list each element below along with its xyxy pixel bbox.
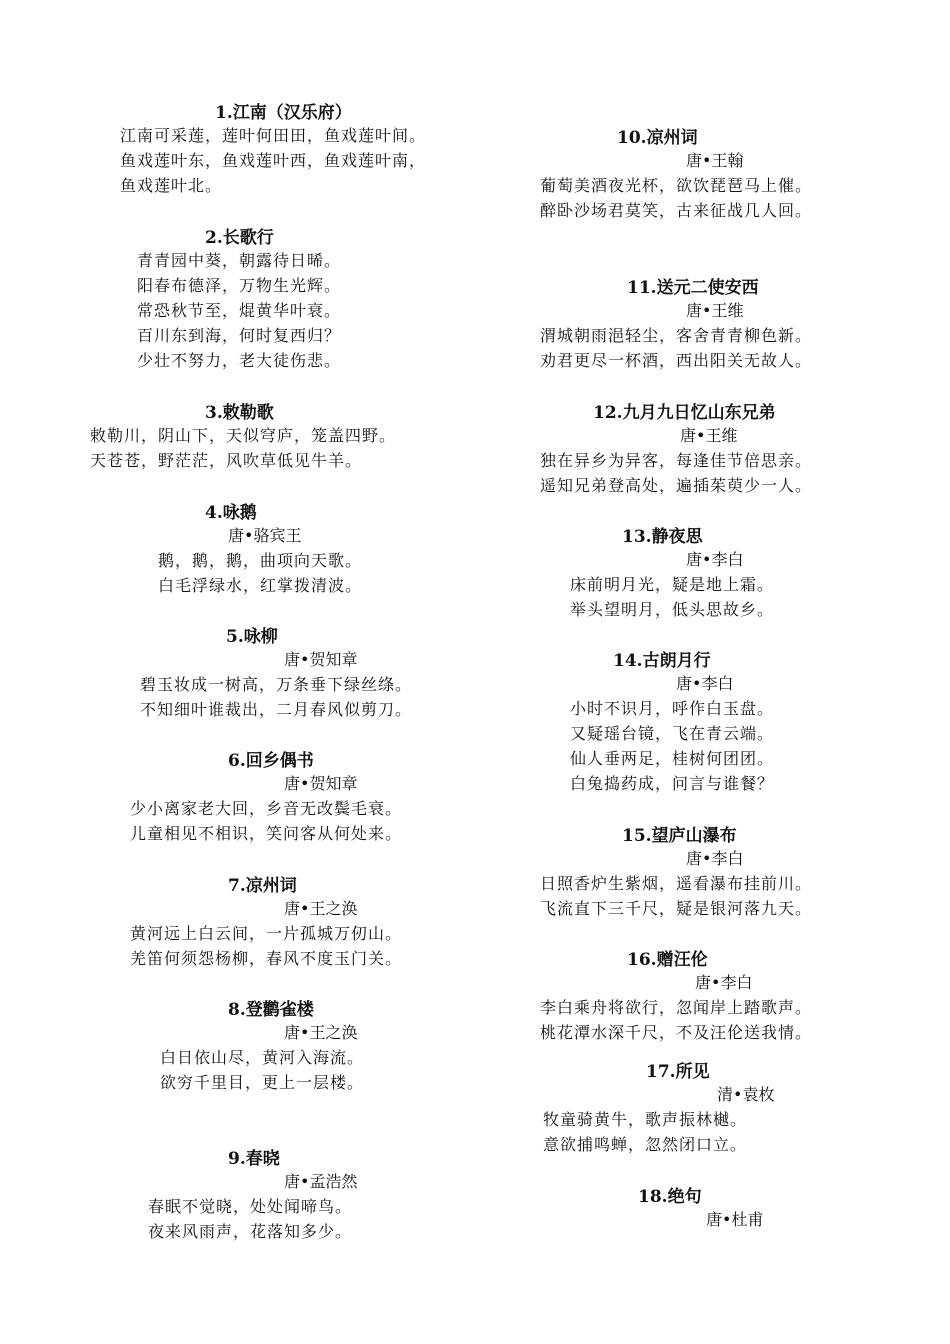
poem-line: 儿童相见不相识，笑问客从何处来。 bbox=[130, 824, 403, 843]
poem-line: 欲穷千里目，更上一层楼。 bbox=[160, 1073, 365, 1092]
poem-author: 唐•王维 bbox=[680, 426, 738, 445]
poem-author: 唐•李白 bbox=[686, 550, 744, 569]
poem-title: 5.咏柳 bbox=[226, 627, 278, 647]
poem-line: 少壮不努力，老大徒伤悲。 bbox=[137, 351, 342, 370]
poem-title: 1.江南（汉乐府） bbox=[215, 103, 352, 123]
poem-author: 唐•贺知章 bbox=[284, 774, 358, 793]
poem-author: 唐•李白 bbox=[686, 849, 744, 868]
poem-title: 4.咏鹅 bbox=[205, 503, 257, 523]
poem-line: 意欲捕鸣蝉，忽然闭口立。 bbox=[543, 1135, 748, 1154]
poem-line: 举头望明月，低头思故乡。 bbox=[570, 600, 775, 619]
poem-line: 不知细叶谁裁出，二月春风似剪刀。 bbox=[140, 700, 413, 719]
poem-line: 牧童骑黄牛，歌声振林樾。 bbox=[543, 1110, 748, 1129]
poem-line: 夜来风雨声，花落知多少。 bbox=[148, 1222, 353, 1241]
poem-line: 醉卧沙场君莫笑，古来征战几人回。 bbox=[540, 201, 813, 220]
poem-line: 百川东到海，何时复西归？ bbox=[137, 326, 342, 345]
poem-title: 15.望庐山瀑布 bbox=[622, 826, 737, 846]
poem-line: 鱼戏莲叶东，鱼戏莲叶西，鱼戏莲叶南， bbox=[120, 151, 427, 170]
poem-title: 17.所见 bbox=[646, 1062, 710, 1082]
poem-line: 黄河远上白云间，一片孤城万仞山。 bbox=[130, 924, 403, 943]
poem-title: 2.长歌行 bbox=[205, 228, 274, 248]
poem-line: 鱼戏莲叶北。 bbox=[120, 176, 223, 195]
poem-author: 唐•贺知章 bbox=[284, 650, 358, 669]
poem-line: 白日依山尽，黄河入海流。 bbox=[160, 1048, 365, 1067]
poem-line: 日照香炉生紫烟，遥看瀑布挂前川。 bbox=[540, 874, 813, 893]
poem-line: 春眠不觉晓，处处闻啼鸟。 bbox=[148, 1197, 353, 1216]
poem-line: 敕勒川，阴山下，天似穹庐，笼盖四野。 bbox=[90, 426, 397, 445]
poem-author: 唐•王维 bbox=[686, 301, 744, 320]
poem-title: 3.敕勒歌 bbox=[205, 403, 274, 423]
poem-line: 葡萄美酒夜光杯，欲饮琵琶马上催。 bbox=[540, 176, 813, 195]
poem-line: 天苍苍，野茫茫，风吹草低见牛羊。 bbox=[90, 451, 363, 470]
poem-line: 江南可采莲，莲叶何田田，鱼戏莲叶间。 bbox=[120, 126, 427, 145]
poem-line: 少小离家老大回，乡音无改鬓毛衰。 bbox=[130, 799, 403, 818]
poem-title: 10.凉州词 bbox=[617, 128, 698, 148]
poem-title: 14.古朗月行 bbox=[613, 651, 711, 671]
poem-line: 羌笛何须怨杨柳，春风不度玉门关。 bbox=[130, 949, 403, 968]
poem-line: 白兔捣药成，问言与谁餐？ bbox=[570, 774, 775, 793]
poem-line: 桃花潭水深千尺，不及汪伦送我情。 bbox=[540, 1023, 813, 1042]
poem-title: 16.赠汪伦 bbox=[627, 950, 708, 970]
poem-author: 唐•孟浩然 bbox=[284, 1172, 358, 1191]
poem-title: 13.静夜思 bbox=[622, 527, 703, 547]
poem-author: 清•袁枚 bbox=[717, 1085, 775, 1104]
poem-line: 仙人垂两足，桂树何团团。 bbox=[570, 749, 775, 768]
poem-line: 青青园中葵，朝露待日晞。 bbox=[137, 251, 342, 270]
poem-author: 唐•骆宾王 bbox=[228, 526, 302, 545]
poem-line: 又疑瑶台镜，飞在青云端。 bbox=[570, 724, 775, 743]
poem-line: 小时不识月，呼作白玉盘。 bbox=[570, 699, 775, 718]
poem-title: 11.送元二使安西 bbox=[627, 278, 759, 298]
poem-line: 阳春布德泽，万物生光辉。 bbox=[137, 276, 342, 295]
poem-author: 唐•王之涣 bbox=[284, 899, 358, 918]
poem-title: 12.九月九日忆山东兄弟 bbox=[593, 403, 776, 423]
poem-author: 唐•李白 bbox=[676, 674, 734, 693]
poem-title: 9.春晓 bbox=[228, 1149, 280, 1169]
poem-author: 唐•杜甫 bbox=[706, 1210, 764, 1229]
poem-author: 唐•李白 bbox=[695, 973, 753, 992]
poem-line: 床前明月光，疑是地上霜。 bbox=[570, 575, 775, 594]
poem-line: 渭城朝雨浥轻尘，客舍青青柳色新。 bbox=[540, 326, 813, 345]
poem-line: 李白乘舟将欲行，忽闻岸上踏歌声。 bbox=[540, 998, 813, 1017]
poem-title: 18.绝句 bbox=[638, 1187, 702, 1207]
poem-line: 白毛浮绿水，红掌拨清波。 bbox=[158, 576, 363, 595]
poem-line: 劝君更尽一杯酒，西出阳关无故人。 bbox=[540, 351, 813, 370]
poem-author: 唐•王之涣 bbox=[284, 1023, 358, 1042]
poem-line: 碧玉妆成一树高，万条垂下绿丝绦。 bbox=[140, 675, 413, 694]
poem-line: 飞流直下三千尺，疑是银河落九天。 bbox=[540, 899, 813, 918]
poem-title: 6.回乡偶书 bbox=[228, 751, 314, 771]
poem-line: 常恐秋节至，焜黄华叶衰。 bbox=[137, 301, 342, 320]
poem-line: 独在异乡为异客，每逢佳节倍思亲。 bbox=[540, 451, 813, 470]
poem-line: 鹅，鹅，鹅，曲项向天歌。 bbox=[158, 551, 363, 570]
poem-title: 7.凉州词 bbox=[228, 876, 297, 896]
poem-line: 遥知兄弟登高处，遍插茱萸少一人。 bbox=[540, 476, 813, 495]
poem-title: 8.登鹳雀楼 bbox=[228, 1000, 314, 1020]
poem-author: 唐•王翰 bbox=[686, 151, 744, 170]
